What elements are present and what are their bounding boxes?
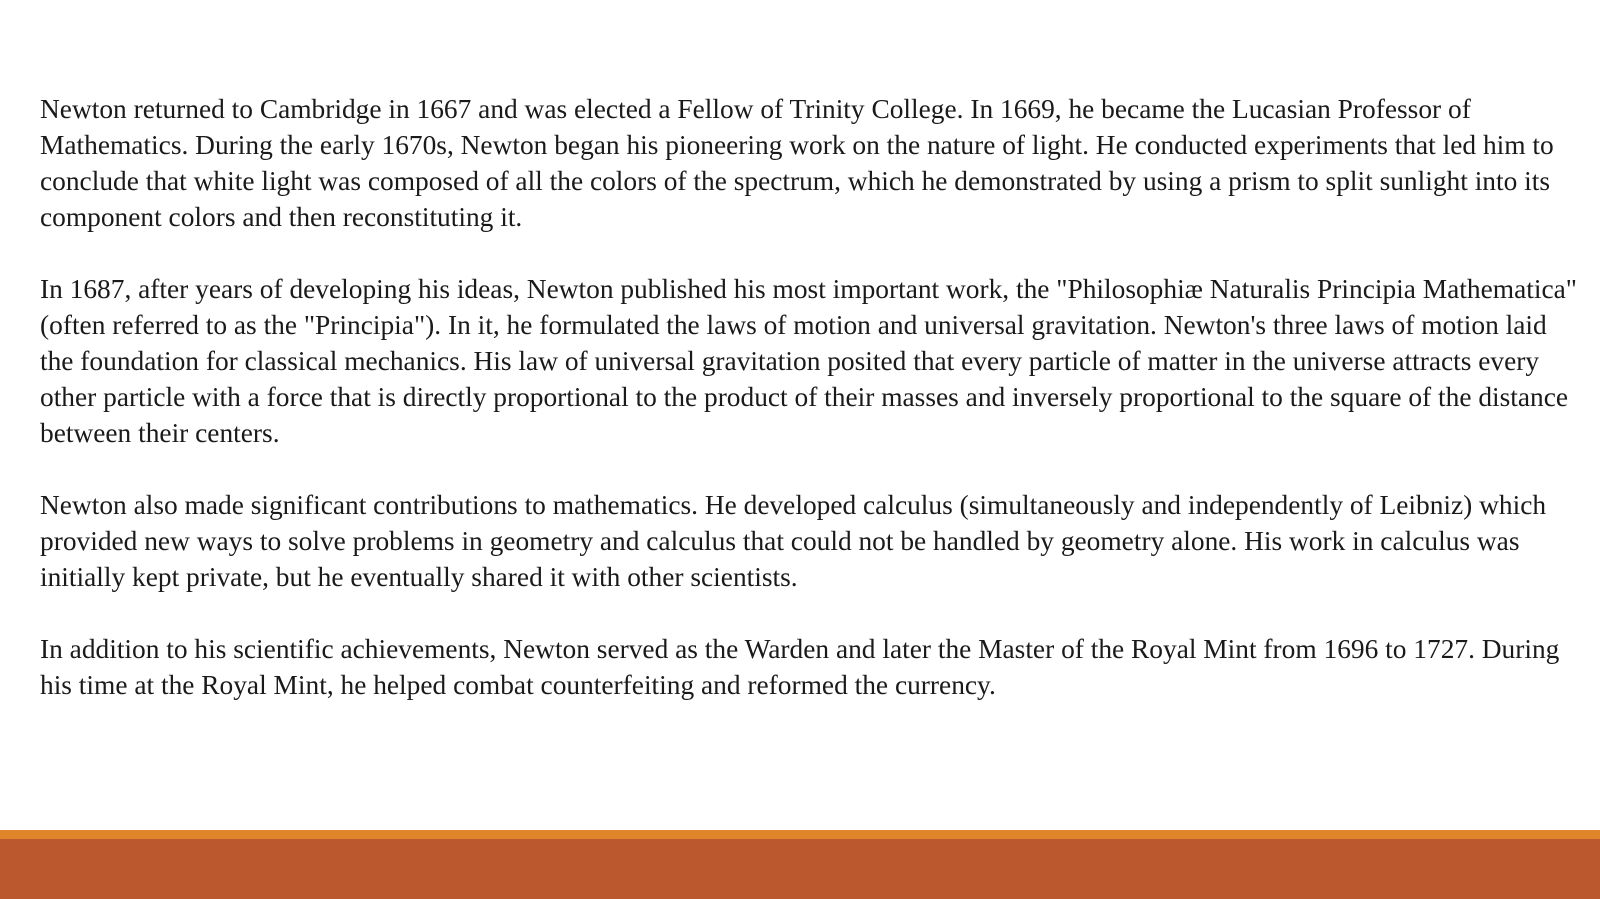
paragraph-royal-mint: In addition to his scientific achievements, Newton served as the Warden and later the Master of the Royal Mint from 1696 to 1727. During his time at the Royal Mint, he helped combat counterfeiting and reformed the currency. <box>40 634 1560 700</box>
footer-bar <box>0 839 1600 899</box>
footer-accent-line <box>0 830 1600 839</box>
paragraph-mathematics: Newton also made significant contributions to mathematics. He developed calculus (simultaneously and independently of Leibniz) which provided new ways to solve problems in geometry and calculus that could not be handled by geometry alone. His work in calculus was initially kept private, but he eventually shared it with other scientists. <box>40 490 1547 592</box>
paragraph-principia: In 1687, after years of developing his ideas, Newton published his most important work, the "Philosophiæ Naturalis Principia Mathematica" (often referred to as the "Principia"). In it, he formulated the laws of motion and universal gravitation. Newton's three laws of motion laid the foundation for classical mechanics. His law of universal gravitation posited that every particle of matter in the universe attracts every other particle with a force that is directly proportional to the product of their masses and inversely proportional to the square of the distance between their centers. <box>40 274 1577 448</box>
slide-body <box>40 91 1580 739</box>
paragraph-cambridge: Newton returned to Cambridge in 1667 and was elected a Fellow of Trinity College. In 1669, he became the Lucasian Professor of Mathematics. During the early 1670s, Newton began his pioneering work on the nature of light. He conducted experiments that led him to conclude that white light was composed of all the colors of the spectrum, which he demonstrated by using a prism to split sunlight into its component colors and then reconstituting it. <box>40 94 1554 232</box>
